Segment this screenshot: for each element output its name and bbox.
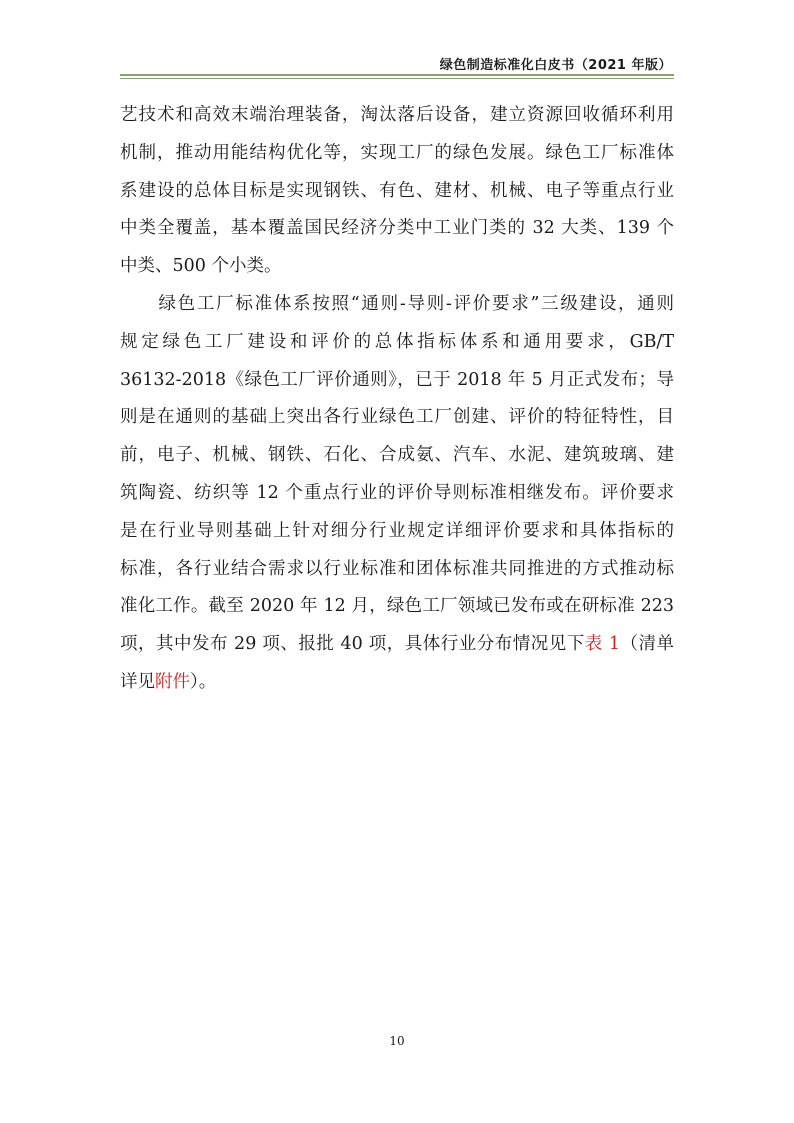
body-line-4: 中类全覆盖，基本覆盖国民经济分类中工业门类的 32 大类、139 个 — [120, 218, 674, 239]
body-line-16-prefix: 详见 — [120, 671, 155, 692]
body-line-10: 前，电子、机械、钢铁、石化、合成氨、汽车、水泥、建筑玻璃、建 — [120, 445, 674, 466]
header-rule-thick — [120, 74, 674, 76]
body-line-16-suffix: ）。 — [190, 671, 217, 692]
page-number: 10 — [389, 1034, 405, 1048]
body-line-11: 筑陶瓷、纺织等 12 个重点行业的评价导则标准相继发布。评价要求 — [120, 482, 674, 503]
appendix-link[interactable]: 附件 — [155, 671, 190, 692]
body-line-6 — [120, 286, 674, 324]
table-1-link[interactable]: 表 1 — [584, 634, 620, 655]
body-line-9: 则是在通则的基础上突出各行业绿色工厂创建、评价的特征特性，目 — [120, 407, 674, 428]
body-line-15-tail: （清单 — [620, 634, 674, 655]
body-line-7: 规定绿色工厂建设和评价的总体指标体系和通用要求，GB/T — [120, 331, 674, 352]
body-line-6-text: 绿色工厂标准体系按照“通则-导则-评价要求”三级建设，通则 — [158, 293, 674, 314]
body-line-1: 艺技术和高效末端治理装备，淘汰落后设备，建立资源回收循环利用 — [120, 105, 674, 125]
body-line-15-text: 项，其中发布 29 项、报批 40 项，具体行业分布情况见下 — [120, 634, 585, 655]
header-rule-thin — [120, 78, 674, 79]
body-line-8: 36132-2018《绿色工厂评价通则》，已于 2018 年 5 月正式发布；导 — [120, 369, 674, 390]
body-line-13: 标准，各行业结合需求以行业标准和团体标准共同推进的方式推动标 — [120, 558, 674, 579]
body-text — [120, 97, 674, 702]
running-header-title: 绿色制造标准化白皮书（2021 年版） — [439, 58, 672, 73]
body-line-12: 是在行业导则基础上针对细分行业规定详细评价要求和具体指标的 — [120, 520, 674, 541]
body-line-14: 准化工作。截至 2020 年 12 月，绿色工厂领域已发布或在研标准 223 — [120, 596, 674, 617]
body-line-2: 机制，推动用能结构优化等，实现工厂的绿色发展。绿色工厂标准体 — [120, 142, 674, 163]
body-line-3: 系建设的总体目标是实现钢铁、有色、建材、机械、电子等重点行业 — [120, 180, 674, 201]
body-line-16 — [120, 664, 674, 702]
body-line-15 — [120, 626, 674, 664]
body-line-5: 中类、500 个小类。 — [120, 256, 282, 277]
